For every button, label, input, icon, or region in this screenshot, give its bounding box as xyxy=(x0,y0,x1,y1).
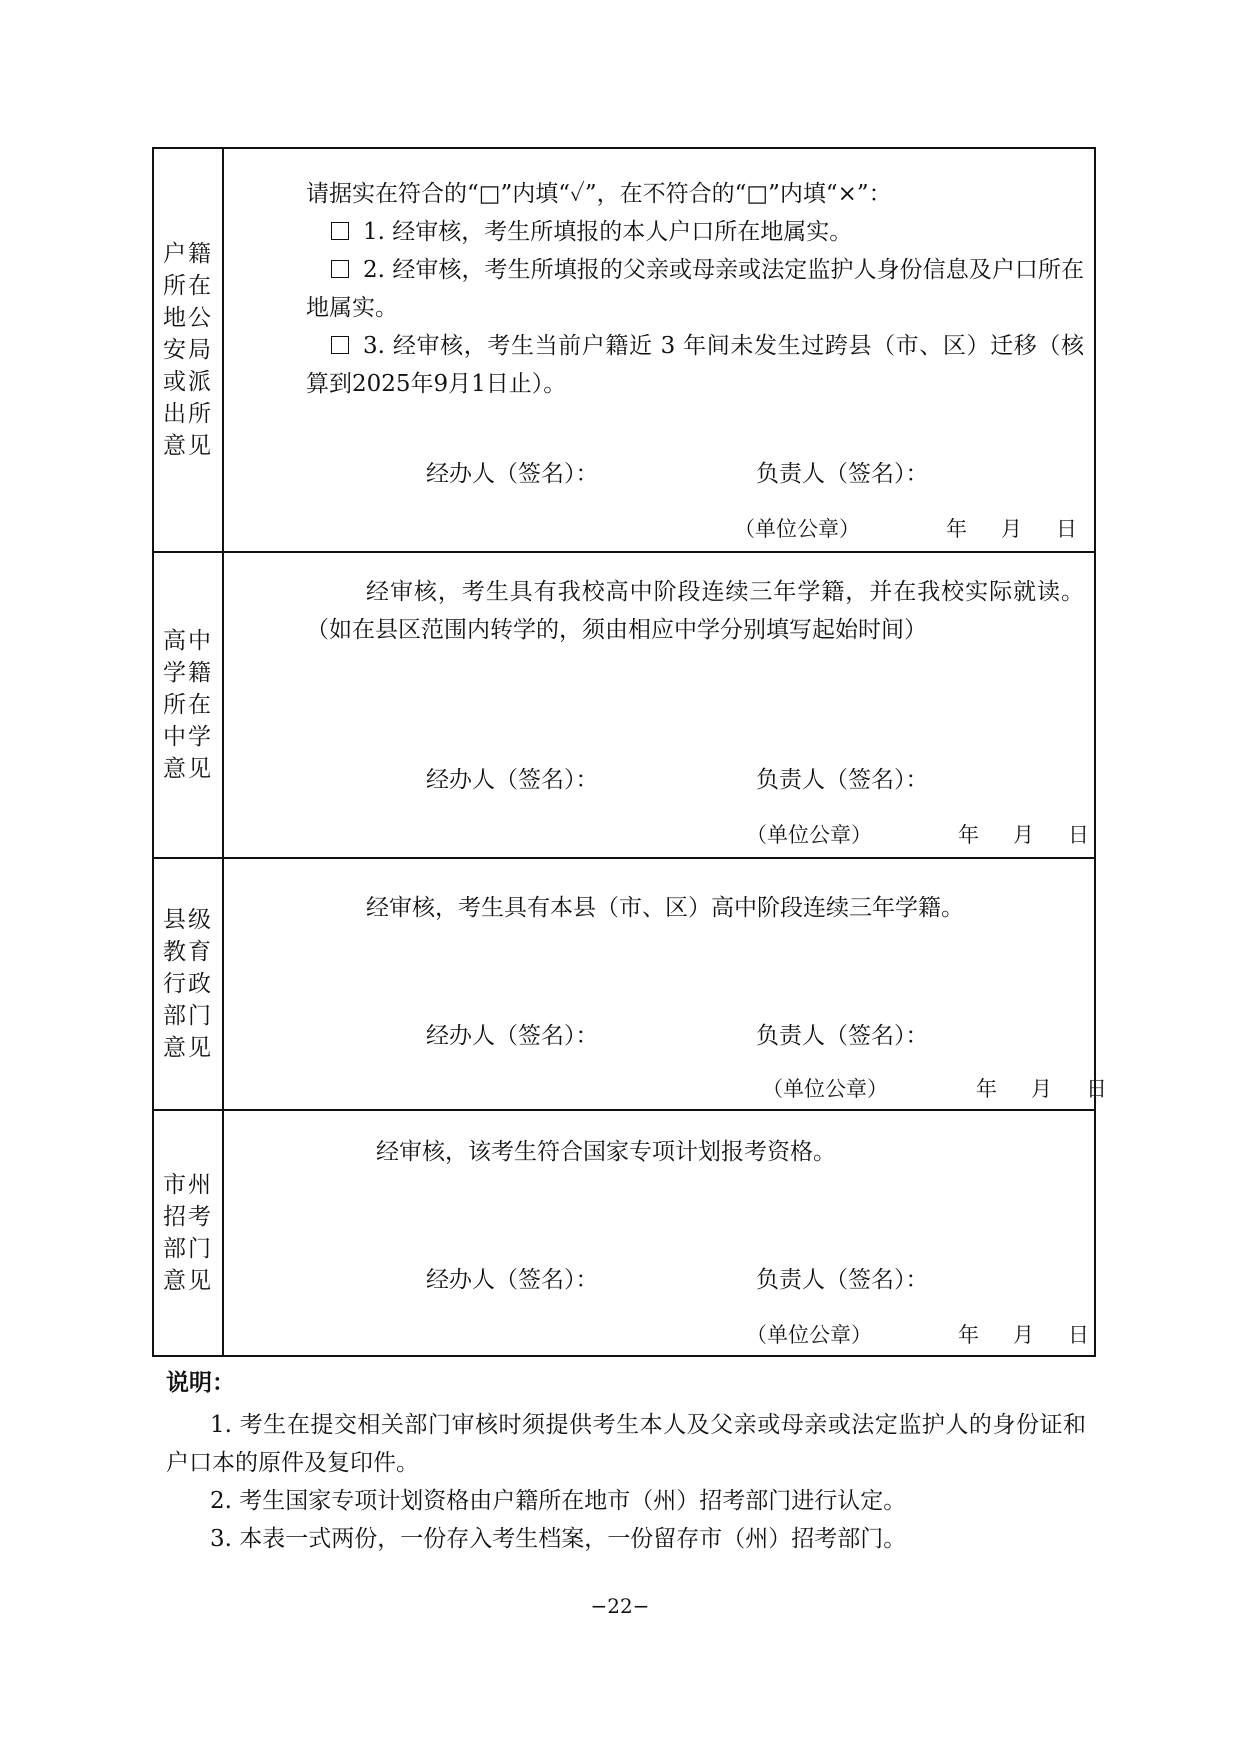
day-label: 日 xyxy=(1086,1077,1107,1101)
section-body xyxy=(223,552,1095,858)
check-item-1 xyxy=(306,213,1084,251)
instruction-text: 请据实在符合的“□”内填“✓”，在不符合的“□”内填“×”： xyxy=(306,181,892,207)
check-item-text: 1. 经审核，考生所填报的本人户口所在地属实。 xyxy=(363,219,853,245)
page-number: −22− xyxy=(590,1594,650,1618)
section-label: 县级教育行政部门意见 xyxy=(163,907,213,1061)
handler-signature-label: 经办人（签名）： xyxy=(426,461,599,487)
date-line xyxy=(976,1073,1107,1103)
review-text: 经审核，该考生符合国家专项计划报考资格。 xyxy=(376,1139,836,1165)
section-label: 户籍所在地公安局或派出所意见 xyxy=(163,241,213,459)
note-item: 1. 考生在提交相关部门审核时须提供考生本人及父亲或母亲或法定监护人的身份证和户口本的原件及复印件。 xyxy=(166,1412,1086,1476)
year-label: 年 xyxy=(976,1077,997,1101)
unit-stamp-label: （单位公章） xyxy=(746,1323,872,1347)
section-city-admissions xyxy=(153,1110,1095,1356)
section-body xyxy=(223,858,1107,1110)
leader-signature-label: 负责人（签名）： xyxy=(756,1023,929,1049)
day-label: 日 xyxy=(1056,517,1077,541)
section-body xyxy=(223,148,1095,552)
section-label-cell xyxy=(153,1110,223,1356)
handler-signature-label: 经办人（签名）： xyxy=(426,1023,599,1049)
check-item-text: 2. 经审核，考生所填报的父亲或母亲或法定监护人身份信息及户口所在地属实。 xyxy=(306,257,1084,321)
section-police xyxy=(153,148,1095,552)
year-label: 年 xyxy=(958,823,979,847)
section-high-school xyxy=(153,552,1095,858)
check-item-text: 3. 经审核，考生当前户籍近 3 年间未发生过跨县（市、区）迁移（核算到2025年9月1日止）。 xyxy=(306,333,1084,397)
checkbox-icon[interactable] xyxy=(331,260,349,278)
unit-stamp-label: （单位公章） xyxy=(734,517,860,541)
check-item-3 xyxy=(306,327,1084,403)
checkbox-icon[interactable] xyxy=(331,336,349,354)
note-item: 2. 考生国家专项计划资格由户籍所在地市（州）招考部门进行认定。 xyxy=(210,1488,907,1514)
leader-signature-label: 负责人（签名）： xyxy=(756,1267,929,1293)
review-form-table xyxy=(152,147,1107,1357)
check-item-2 xyxy=(306,251,1084,327)
date-line xyxy=(958,1319,1089,1349)
review-text: 经审核，考生具有我校高中阶段连续三年学籍，并在我校实际就读。（如在县区范围内转学的，须由相应中学分别填写起始时间） xyxy=(306,579,1084,643)
month-label: 月 xyxy=(1031,1077,1052,1101)
month-label: 月 xyxy=(1001,517,1022,541)
leader-signature-label: 负责人（签名）： xyxy=(756,767,929,793)
unit-stamp-label: （单位公章） xyxy=(762,1077,888,1101)
month-label: 月 xyxy=(1013,823,1034,847)
section-label: 市州招考部门意见 xyxy=(163,1172,213,1294)
leader-signature-label: 负责人（签名）： xyxy=(756,461,929,487)
date-line xyxy=(946,513,1077,543)
section-label-cell xyxy=(153,148,223,552)
handler-signature-label: 经办人（签名）： xyxy=(426,1267,599,1293)
review-text: 经审核，考生具有本县（市、区）高中阶段连续三年学籍。 xyxy=(366,895,964,921)
section-label-cell xyxy=(153,552,223,858)
notes-section xyxy=(166,1364,1086,1558)
section-body xyxy=(223,1110,1095,1356)
year-label: 年 xyxy=(958,1323,979,1347)
year-label: 年 xyxy=(946,517,967,541)
month-label: 月 xyxy=(1013,1323,1034,1347)
note-item: 3. 本表一式两份，一份存入考生档案，一份留存市（州）招考部门。 xyxy=(210,1526,907,1552)
checkbox-icon[interactable] xyxy=(331,222,349,240)
handler-signature-label: 经办人（签名）： xyxy=(426,767,599,793)
section-label: 高中学籍所在中学意见 xyxy=(163,628,213,782)
section-county-education xyxy=(153,858,1095,1110)
notes-title: 说明： xyxy=(166,1369,235,1396)
section-label-cell xyxy=(153,858,223,1110)
unit-stamp-label: （单位公章） xyxy=(746,823,872,847)
day-label: 日 xyxy=(1068,1323,1089,1347)
day-label: 日 xyxy=(1068,823,1089,847)
date-line xyxy=(958,819,1089,849)
